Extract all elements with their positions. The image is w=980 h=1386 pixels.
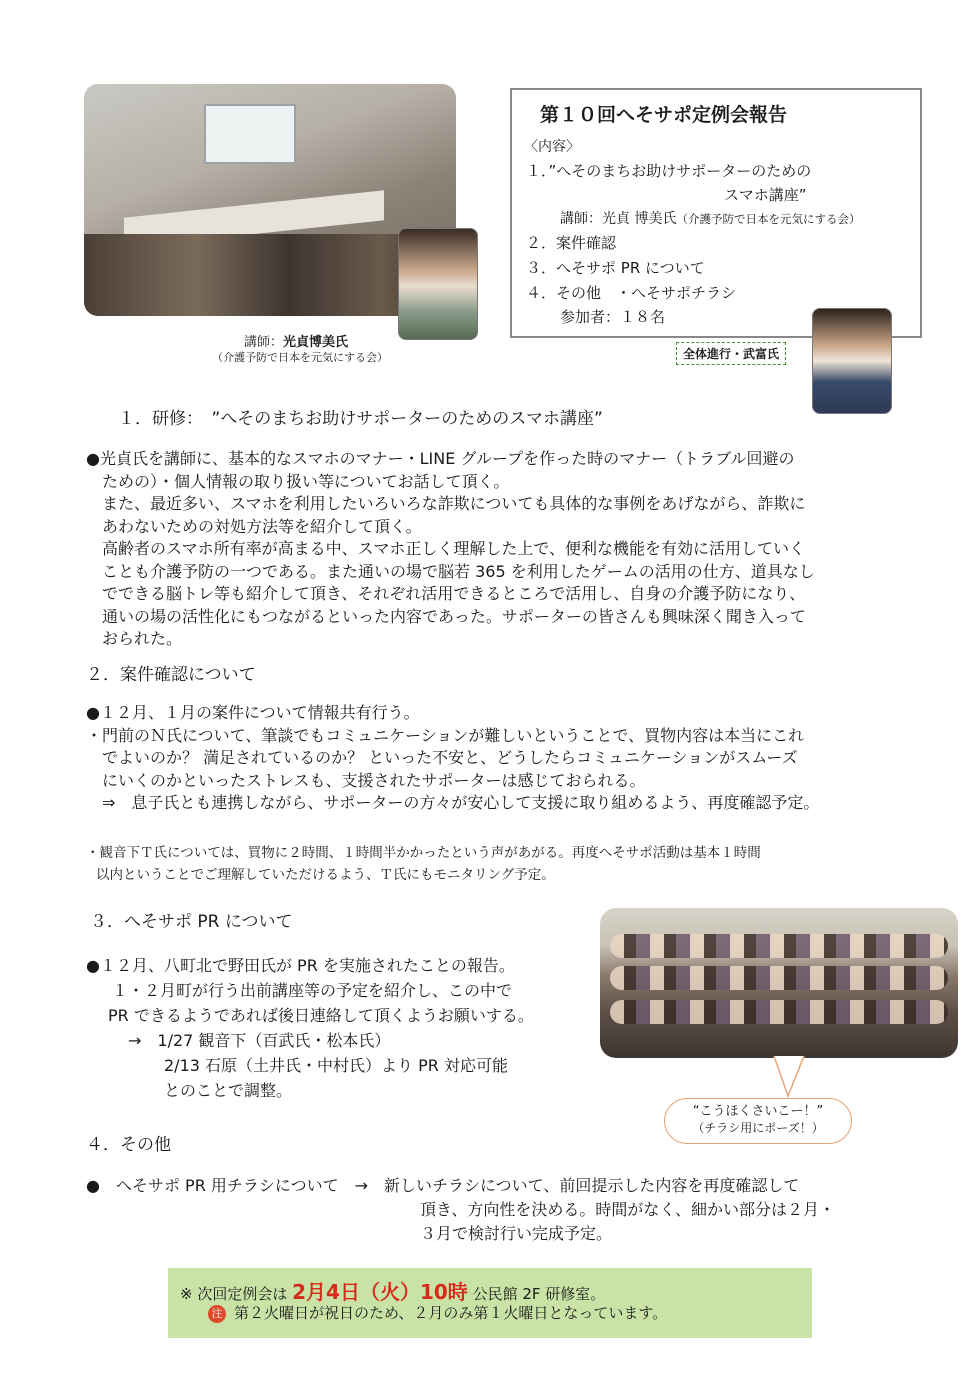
section1-body: ●光貞氏を講師に、基本的なスマホのマナー・LINE グループを作った時のマナー（トラブル回避の ための）・個人情報の取り扱い等についてお話して頂く。 また、最近多い、スマホを利用したいろいろな詐欺についても具体的な事例をあげながら、詐欺に あわないための対処方法等を紹介して頂く。 高齢者のスマホ所有率が高まる中、スマホ正しく理解した上で、便利な機能を有効に活用していく ことも介護予防の一つである。また通いの場で脳若 365 を利用したゲームの活用の仕方、道具なし でできる脳トレ等も紹介して頂き、それぞれ活用できるところで活用し、自身の介護予防になり、 通いの場の活性化にもつながるといった内容であった。サポーターの皆さんも興味深く聞き入って おられた。 (86, 449, 815, 648)
notice-date: 2月4日（火）10時 (292, 1280, 468, 1304)
section3-heading: ３．へそサポ PR について (90, 912, 293, 932)
participants: 参加者：１８名 (560, 308, 666, 326)
agenda-item-3: ３．へそサポ PR について (526, 259, 705, 277)
section2-note: ・観音下Ｔ氏については、買物に２時間、１時間半かかったという声があがる。再度へそサポ活動は基本１時間 以内ということでご理解していただけるよう、Ｔ氏にもモニタリング予定。 (86, 845, 761, 883)
agenda-item-4: ４．その他 ・へそサポチラシ (526, 284, 737, 302)
notice-place: 公民館 2F 研修室。 (472, 1285, 606, 1303)
agenda-item-1: １．”へそのまちお助けサポーターのための (526, 162, 812, 180)
notice-prefix: ※ 次回定例会は (180, 1285, 288, 1303)
moderator-caption: 全体進行・武富氏 (676, 342, 786, 365)
next-meeting-notice (168, 1268, 812, 1338)
note-mark-icon: 注 (208, 1305, 226, 1323)
report-summary-box (510, 88, 922, 338)
section4-body: ● へそサポ PR 用チラシについて → 新しいチラシについて、前回提示した内容を再度確認して 頂き、方向性を決める。時間がなく、細かい部分は２月・ ３月で検討行い完成予定。 (86, 1176, 836, 1243)
agenda-item-1-cont: スマホ講座” (724, 186, 807, 204)
notice-note: 第２火曜日が祝日のため、２月のみ第１火曜日となっています。 (234, 1304, 668, 1322)
lecturer-photo (398, 228, 478, 340)
photo-bubble: “こうほくさいこー！” （チラシ用にポーズ！） (664, 1098, 852, 1144)
agenda-item-2: ２．案件確認 (526, 234, 617, 252)
bubble-tail (770, 1056, 810, 1100)
section2-heading: ２．案件確認について (86, 665, 256, 685)
section1-heading: １．研修： ”へそのまちお助けサポーターのためのスマホ講座” (118, 409, 603, 429)
agenda-lecturer: 講師：光貞 博美氏（介護予防で日本を元気にする会） (560, 211, 861, 227)
section2-body: ●１２月、１月の案件について情報共有行う。 ・門前のＮ氏について、筆談でもコミュニケーションが難しいということで、買物内容は本当にこれ でよいのか？ 満足されているのか？ といった不安と、どうしたらコミュニケーションがスムーズ にいくのかといったストレスも、支援されたサポーターは感じておられる。 ⇒ 息子氏とも連携しながら、サポーターの方々が安心して支援に取り組めるよう、再度確認予定。 (86, 703, 820, 812)
report-title: 第１０回へそサポ定例会報告 (540, 104, 788, 126)
lecturer-caption: 講師：光貞博美氏 (244, 335, 349, 350)
section3-body: ●１２月、八町北で野田氏が PR を実施されたことの報告。 １・２月町が行う出前講座等の予定を紹介し、この中で PR できるようであれば後日連絡して頂くようお願いする。 → 1/27 観音下（百武氏・松本氏） 2/13 石原（土井氏・中村氏）より PR 対応可能 とのことで調整。 (86, 956, 534, 1100)
lecturer-org-caption: （介護予防で日本を元気にする会） (212, 351, 388, 364)
section4-heading: ４．その他 (86, 1135, 171, 1155)
moderator-photo (812, 308, 892, 414)
contents-label: 〈内容〉 (524, 139, 580, 155)
group-photo (600, 908, 958, 1058)
